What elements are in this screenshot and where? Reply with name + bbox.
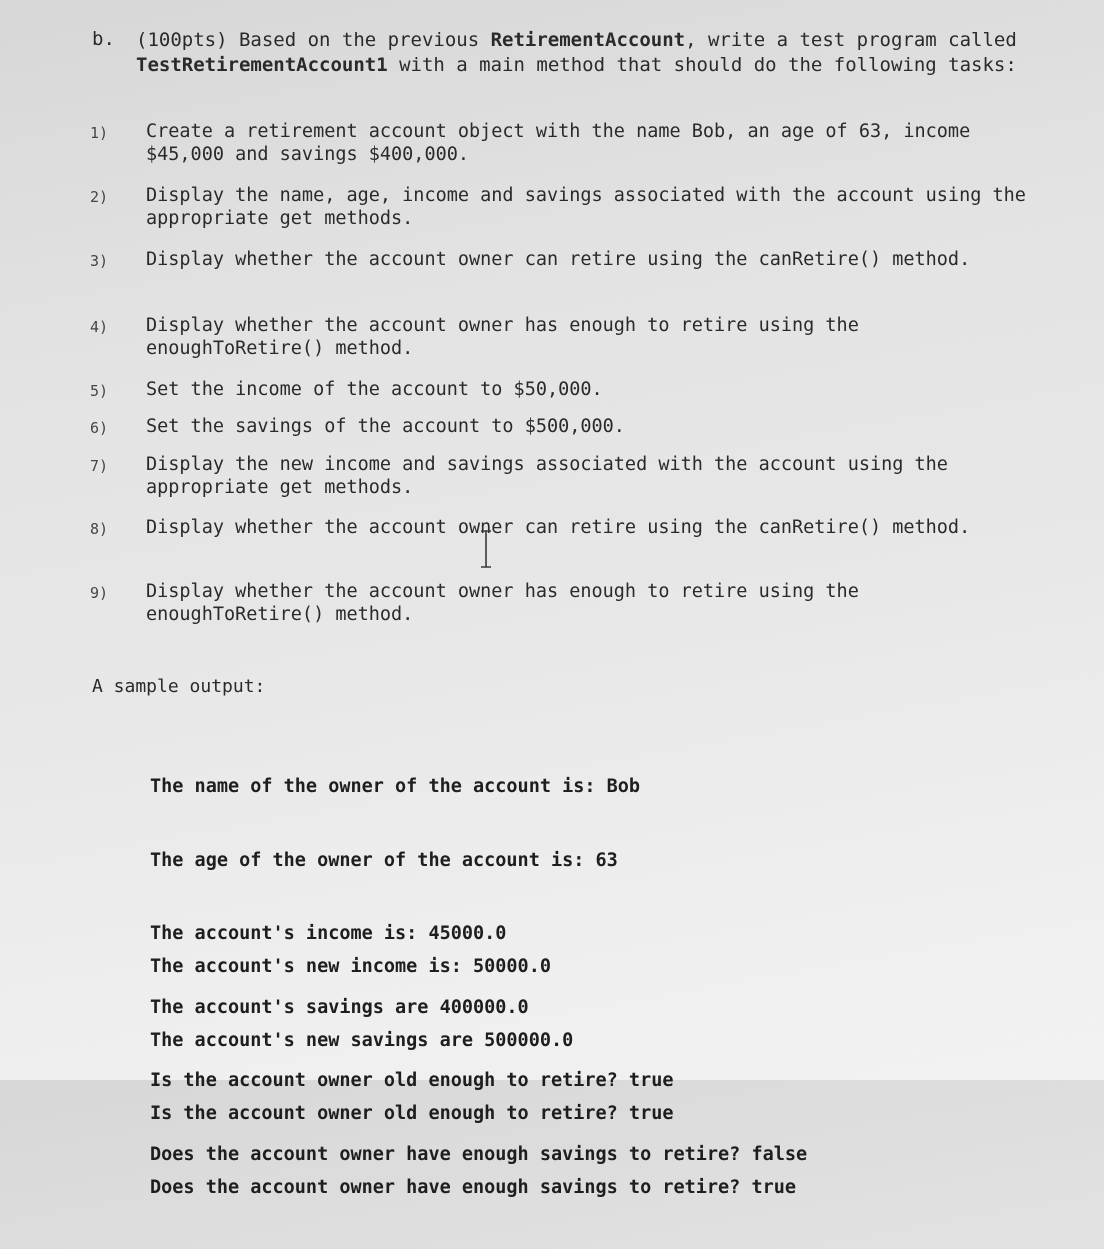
sample-output-block-2 xyxy=(150,906,796,1249)
sample-output-heading: A sample output: xyxy=(92,676,266,697)
output-line: Does the account owner have enough savings to retire? false xyxy=(150,1143,808,1165)
task-number: 6) xyxy=(90,419,109,437)
intro-middle: , write a test program called xyxy=(685,29,1017,51)
intro-prefix: (100pts) Based on the previous xyxy=(136,29,491,51)
task-text: Set the income of the account to $50,000. xyxy=(146,379,603,400)
task-text: Set the savings of the account to $500,000. xyxy=(146,416,625,437)
task-text: Create a retirement account object with the name Bob, an age of 63, income $45,000 and savings $400,000. xyxy=(146,121,982,165)
task-number: 1) xyxy=(90,124,109,142)
intro-class-name: RetirementAccount xyxy=(490,29,686,51)
output-line: Is the account owner old enough to retire? true xyxy=(150,1103,674,1124)
problem-label: b. xyxy=(92,28,115,50)
intro-suffix: with a main method that should do the following tasks: xyxy=(387,54,1017,76)
output-line: The account's income is: 45000.0 xyxy=(150,923,507,944)
task-number: 3) xyxy=(90,252,109,270)
problem-intro xyxy=(136,28,1066,78)
task-text: Display the name, age, income and savings associated with the account using the appropriate get methods. xyxy=(146,185,1038,229)
task-text: Display the new income and savings associated with the account using the appropriate get methods. xyxy=(146,454,960,498)
output-line: The age of the owner of the account is: 63 xyxy=(150,849,618,871)
task-number: 9) xyxy=(90,584,109,602)
output-line: The account's savings are 400000.0 xyxy=(150,996,529,1018)
task-text: Display whether the account owner can retire using the canRetire() method. xyxy=(146,249,971,270)
output-line: Does the account owner have enough savings to retire? true xyxy=(150,1176,797,1198)
task-text: Display whether the account owner has enough to retire using the enoughToRetire() method. xyxy=(146,581,870,625)
text-cursor-icon xyxy=(480,530,492,568)
task-number: 4) xyxy=(90,318,109,336)
output-line: The account's new savings are 500000.0 xyxy=(150,1029,574,1051)
task-number: 5) xyxy=(90,382,109,400)
intro-program-name: TestRetirementAccount1 xyxy=(136,54,388,76)
task-text: Display whether the account owner can retire using the canRetire() method. xyxy=(146,517,971,538)
task-text: Display whether the account owner has enough to retire using the enoughToRetire() method. xyxy=(146,315,870,359)
output-line: The account's new income is: 50000.0 xyxy=(150,956,551,977)
task-number: 2) xyxy=(90,188,109,206)
output-line: The name of the owner of the account is: Bob xyxy=(150,776,641,797)
output-line: Is the account owner old enough to retire? true xyxy=(150,1070,674,1091)
task-number: 7) xyxy=(90,457,109,475)
task-number: 8) xyxy=(90,520,109,538)
